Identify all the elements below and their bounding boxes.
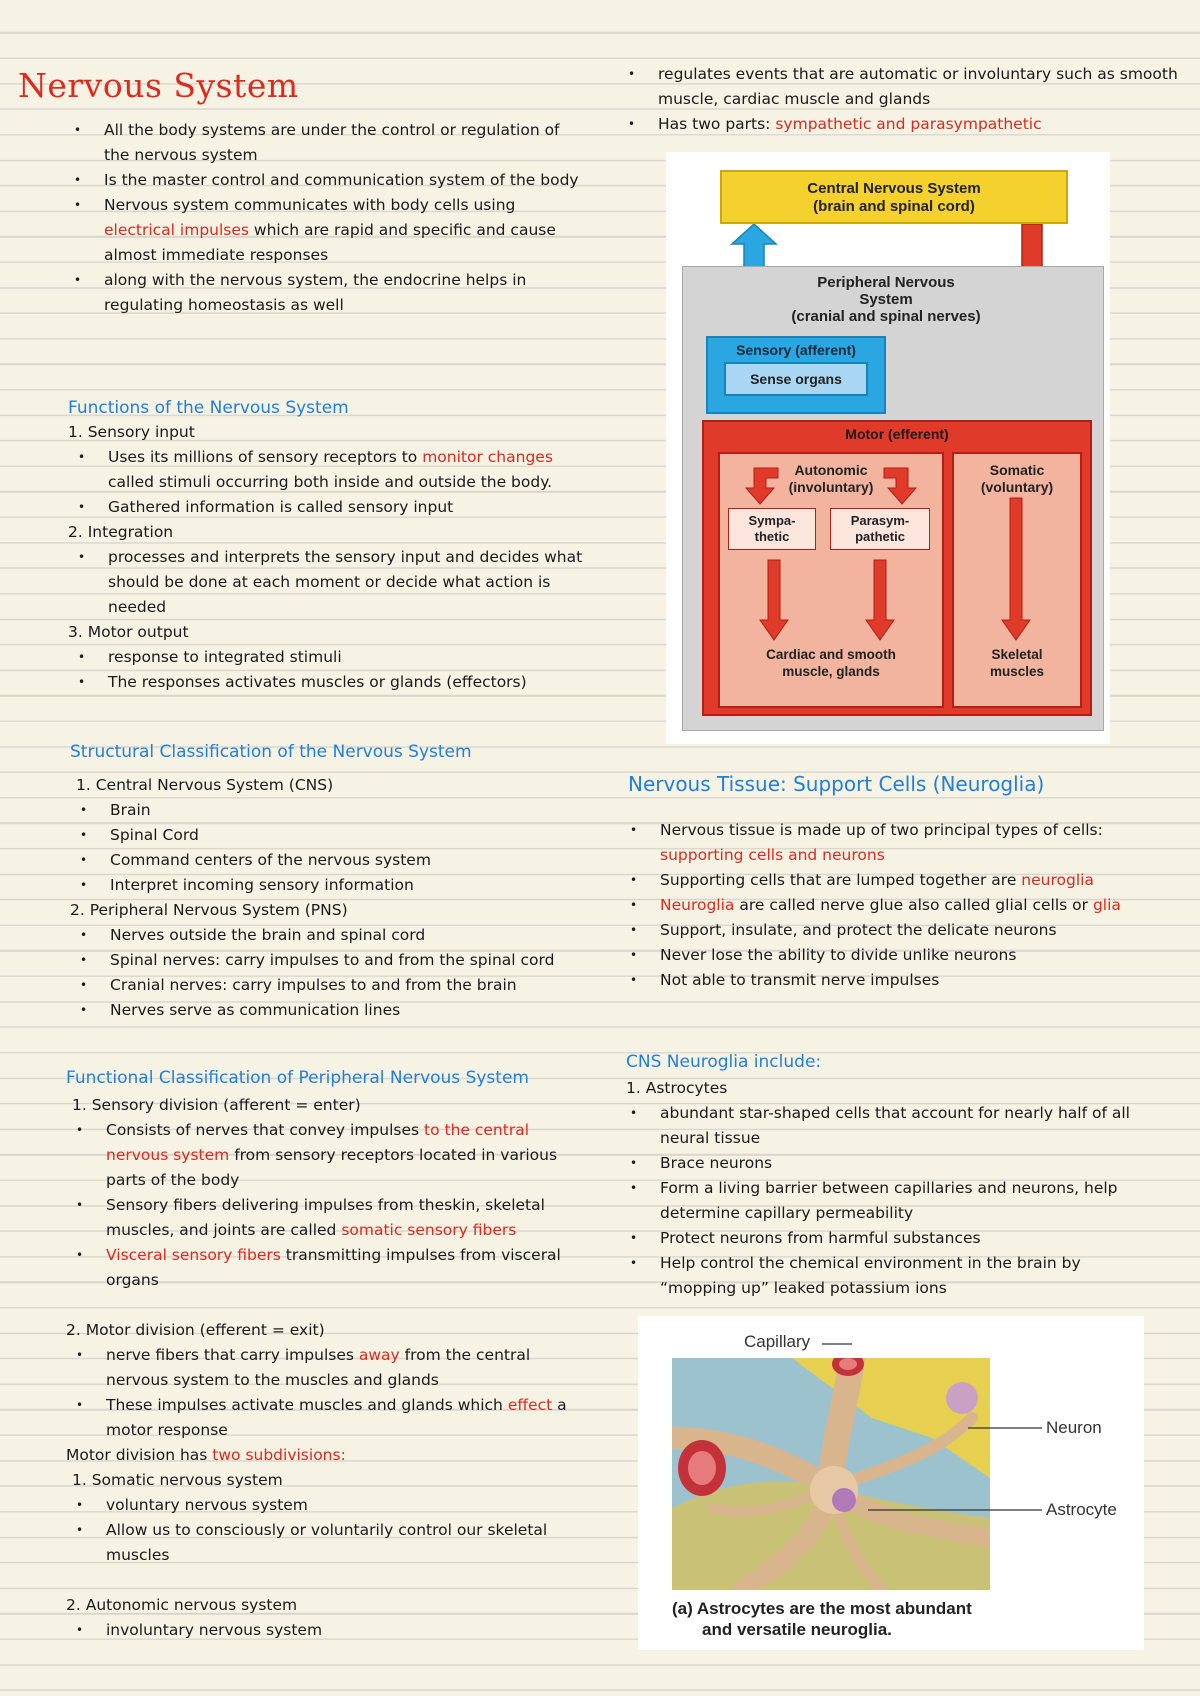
- list-item: • Is the master control and communication system of the body: [64, 168, 584, 193]
- tissue-section: [620, 818, 1140, 993]
- tissue-heading: Nervous Tissue: Support Cells (Neuroglia): [628, 772, 1045, 796]
- sensory-input-title: 1. Sensory input: [68, 423, 195, 441]
- sympathetic-arrow: [760, 560, 788, 640]
- skeletal-label: Skeletal muscles: [989, 647, 1045, 679]
- list-item: • Brain: [70, 798, 590, 823]
- list-item: • Nervous system communicates with body cells using electrical impulses which are rapid and specific and cause almost immediate responses: [64, 193, 584, 268]
- functional-heading: Functional Classification of Peripheral Nervous System: [66, 1068, 529, 1088]
- motor-division-title: 2. Motor division (efferent = exit): [66, 1321, 325, 1339]
- list-item: • Form a living barrier between capillaries and neurons, help determine capillary permeability: [620, 1176, 1140, 1226]
- cns-neuroglia-section: [626, 1076, 1140, 1301]
- list-item: • Help control the chemical environment in the brain by “mopping up” leaked potassium ions: [620, 1251, 1140, 1301]
- list-item: • nerve fibers that carry impulses away from the central nervous system to the muscles and glands: [66, 1343, 590, 1393]
- list-item: • Interpret incoming sensory information: [70, 873, 590, 898]
- list-item: • Support, insulate, and protect the delicate neurons: [620, 918, 1140, 943]
- list-item: • along with the nervous system, the endocrine helps in regulating homeostasis as well: [64, 268, 584, 318]
- cns-box: Central Nervous System (brain and spinal cord): [720, 170, 1068, 224]
- somatic-title: 1. Somatic nervous system: [72, 1471, 283, 1489]
- structural-section: [70, 773, 590, 1023]
- list-item: • Spinal nerves: carry impulses to and from the spinal cord: [70, 948, 590, 973]
- neuron-label: Neuron: [1046, 1418, 1102, 1437]
- list-item: • involuntary nervous system: [66, 1618, 590, 1643]
- intro-list: [64, 118, 584, 318]
- somatic-label: Somatic (voluntary): [980, 462, 1054, 495]
- autonomic-left-arrow: [746, 468, 778, 504]
- list-item: • Gathered information is called sensory input: [68, 495, 588, 520]
- list-item: • Nerves outside the brain and spinal cord: [70, 923, 590, 948]
- list-item: • response to integrated stimuli: [68, 645, 588, 670]
- list-item: • voluntary nervous system: [66, 1493, 590, 1518]
- list-item: • Never lose the ability to divide unlike neurons: [620, 943, 1140, 968]
- motor-label: Motor (efferent): [845, 426, 949, 442]
- astrocytes-title: 1. Astrocytes: [626, 1079, 728, 1097]
- pns-label: Peripheral Nervous System (cranial and spinal nerves): [791, 274, 981, 325]
- sense-organs-box: Sense organs: [724, 362, 868, 396]
- list-item: • Protect neurons from harmful substances: [620, 1226, 1140, 1251]
- list-item: • regulates events that are automatic or involuntary such as smooth muscle, cardiac muscle and glands: [618, 62, 1194, 112]
- list-item: • Command centers of the nervous system: [70, 848, 590, 873]
- sympathetic-box: Sympa- thetic: [728, 508, 816, 550]
- cns-title: 1. Central Nervous System (CNS): [76, 776, 334, 794]
- cns-neuroglia-heading: CNS Neuroglia include:: [626, 1052, 822, 1072]
- capillary-label: Capillary: [744, 1332, 811, 1351]
- integration-title: 2. Integration: [68, 523, 174, 541]
- list-item: • Cranial nerves: carry impulses to and from the brain: [70, 973, 590, 998]
- astrocyte-label: Astrocyte: [1046, 1500, 1117, 1519]
- motor-output-title: 3. Motor output: [68, 623, 189, 641]
- list-item: • Nerves serve as communication lines: [70, 998, 590, 1023]
- sensory-division-title: 1. Sensory division (afferent = enter): [72, 1096, 361, 1114]
- list-item: • Spinal Cord: [70, 823, 590, 848]
- list-item: • Brace neurons: [620, 1151, 1140, 1176]
- list-item: • All the body systems are under the control or regulation of the nervous system: [64, 118, 584, 168]
- list-item: • The responses activates muscles or glands (effectors): [68, 670, 588, 695]
- list-item: • Uses its millions of sensory receptors to monitor changes called stimuli occurring both inside and outside the body.: [68, 445, 588, 495]
- page-title: Nervous System: [18, 66, 299, 105]
- list-item: • Neuroglia are called nerve glue also called glial cells or glia: [620, 893, 1140, 918]
- list-item: • Not able to transmit nerve impulses: [620, 968, 1140, 993]
- sensory-box: Sensory (afferent): [706, 336, 886, 414]
- list-item: • Has two parts: sympathetic and parasympathetic: [618, 112, 1194, 137]
- pns-title: 2. Peripheral Nervous System (PNS): [70, 901, 348, 919]
- structural-heading: Structural Classification of the Nervous System: [70, 742, 472, 762]
- subdivisions-line: Motor division has two subdivisions:: [66, 1446, 346, 1464]
- list-item: • Visceral sensory fibers transmitting impulses from visceral organs: [66, 1243, 590, 1293]
- astrocyte-figure: [638, 1316, 1144, 1650]
- list-item: • These impulses activate muscles and glands which effect a motor response: [66, 1393, 590, 1443]
- list-item: • Sensory fibers delivering impulses from theskin, skeletal muscles, and joints are called somatic sensory fibers: [66, 1193, 590, 1243]
- list-item: • processes and interprets the sensory input and decides what should be done at each moment or decide what action is needed: [68, 545, 588, 620]
- functional-section: [66, 1093, 590, 1643]
- list-item: • Consists of nerves that convey impulses to the central nervous system from sensory receptors located in various parts of the body: [66, 1118, 590, 1193]
- functions-section: [68, 420, 588, 695]
- list-item: • Supporting cells that are lumped together are neuroglia: [620, 868, 1140, 893]
- autonomic-right-arrow: [884, 468, 916, 504]
- autonomic-title: 2. Autonomic nervous system: [66, 1596, 298, 1614]
- nervous-system-diagram: [666, 152, 1110, 744]
- somatic-arrow: [1002, 498, 1030, 640]
- list-item: • Nervous tissue is made up of two principal types of cells: supporting cells and neurons: [620, 818, 1140, 868]
- list-item: • abundant star-shaped cells that account for nearly half of all neural tissue: [620, 1101, 1140, 1151]
- figure-caption: (a) Astrocytes are the most abundant and versatile neuroglia.: [672, 1599, 972, 1639]
- parasympathetic-box: Parasym- pathetic: [830, 508, 930, 550]
- list-item: • Allow us to consciously or voluntarily control our skeletal muscles: [66, 1518, 590, 1568]
- functions-heading: Functions of the Nervous System: [68, 398, 349, 418]
- parasympathetic-arrow: [866, 560, 894, 640]
- autonomic-label: Autonomic (involuntary): [788, 462, 874, 495]
- cardiac-label: Cardiac and smooth muscle, glands: [766, 647, 896, 679]
- autonomic-details: [618, 62, 1194, 137]
